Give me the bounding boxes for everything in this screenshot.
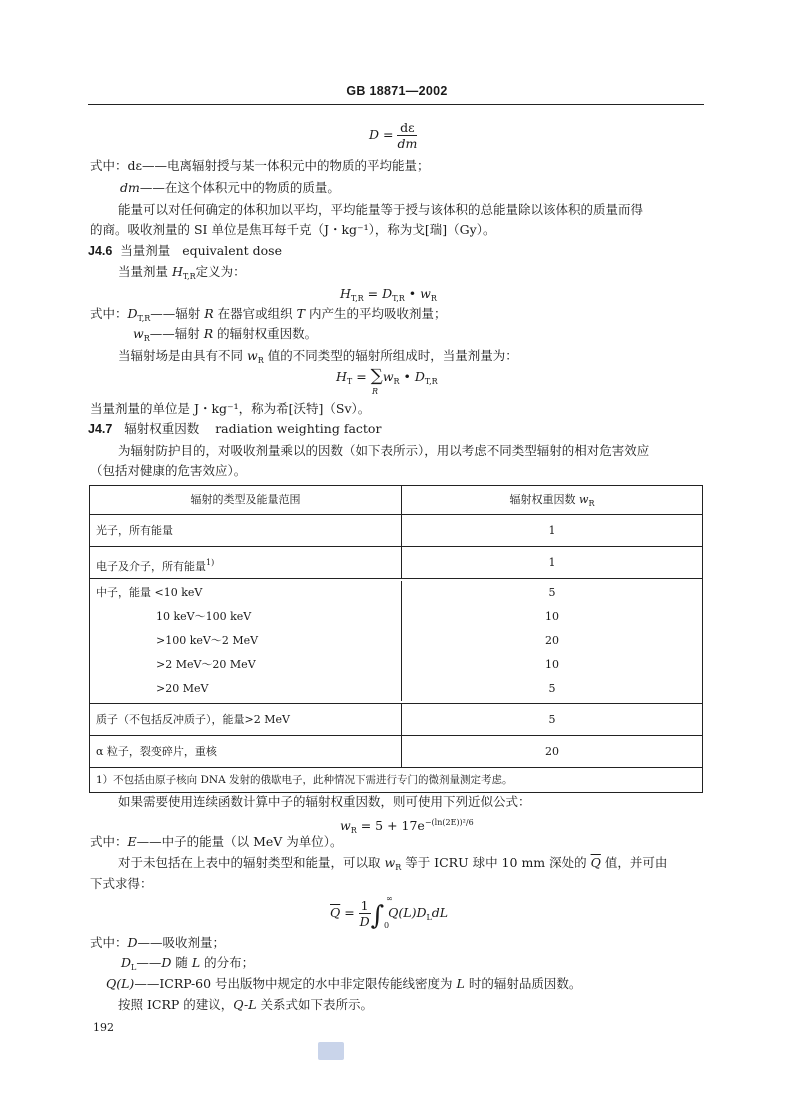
table-subrow — [90, 605, 702, 629]
table-cell: 5 — [548, 682, 556, 695]
paragraph-line: 下式求得： — [90, 876, 153, 891]
running-header: GB 18871—2002 — [346, 84, 448, 98]
table-cell: 20 — [545, 634, 559, 647]
table-cell: 1 — [548, 556, 556, 569]
definition-dm: dm——在这个体积元中的物质的质量。 — [120, 180, 340, 195]
table-header-cell: 辐射权重因数 $w_R$ — [509, 493, 595, 508]
table-row — [90, 736, 702, 768]
definition-e: 式中：E——中子的能量（以 MeV 为单位）。 — [90, 834, 343, 849]
table-cell: α 粒子，裂变碎片，重核 — [90, 736, 402, 767]
table-subrow — [90, 653, 702, 677]
table-cell: >100 keV～2 MeV — [90, 629, 402, 653]
table-cell: 光子，所有能量 — [90, 515, 402, 546]
table-subrow — [90, 629, 702, 653]
definition-d-epsilon: 式中：dε——电离辐射授与某一体积元中的物质的平均能量； — [90, 158, 430, 173]
fraction: $\frac{1}{D}$ — [359, 898, 370, 929]
table-cell: 20 — [545, 745, 559, 758]
formula-absorbed-dose: D = $\frac{d\varepsilon}{dm}$ — [369, 120, 418, 151]
paragraph-line: 当量剂量的单位是 J・kg⁻¹，称为希[沃特]（Sv）。 — [90, 401, 371, 416]
definition-d: 式中：D——吸收剂量； — [90, 935, 226, 950]
fraction: $\frac{d\varepsilon}{dm}$ — [397, 120, 418, 151]
table-cell: 10 keV～100 keV — [90, 605, 402, 629]
table-footnote: 1）不包括由原子核向 DNA 发射的俄歇电子，此种情况下需进行专门的微剂量测定考虑。 — [96, 774, 513, 786]
table-cell: >2 MeV～20 MeV — [90, 653, 402, 677]
formula-neutron-weighting: $w_R = 5 + 17e^{-(ln(2E))^2/6}$ — [340, 818, 474, 835]
paragraph-line: 为辐射防护目的，对吸收剂量乘以的因数（如下表所示），用以考虑不同类型辐射的相对危害效应 — [118, 443, 650, 458]
table-row — [90, 704, 702, 736]
publisher-logo-icon — [318, 1042, 344, 1060]
table-subrow — [90, 581, 702, 605]
table-header-row — [90, 486, 702, 515]
definition-d-tr: 式中：$D_{T,R}——$辐射 R 在器官或组织 T 内产生的平均吸收剂量； — [90, 306, 447, 323]
table-row-neutron-group — [90, 579, 702, 704]
paragraph-line: 当辐射场是由具有不同 $w_R$ 值的不同类型的辐射所组成时，当量剂量为： — [118, 348, 518, 365]
formula-quality-factor: $\overline{Q}$ = $\frac{1}{D}$ ∫ $Q(L)D_LdL$ — [330, 898, 449, 931]
integral-upper-limit: ∞ — [386, 894, 393, 903]
table-cell: 质子（不包括反冲质子），能量>2 MeV — [90, 704, 402, 735]
table-cell: 10 — [545, 658, 559, 671]
table-cell: 电子及介子，所有能量$^{1)}$ — [90, 547, 402, 578]
table-cell: 10 — [545, 610, 559, 623]
radiation-weighting-table — [89, 485, 703, 793]
definition-q-l: Q(L)——ICRP-60 号出版物中规定的水中非定限传能线密度为 L 时的辐射品质因数。 — [106, 976, 582, 991]
table-cell: 5 — [548, 586, 556, 599]
formula-equivalent-dose-sum: $H_T = \sum w_R$ • $D_{T,R}$ — [336, 366, 438, 386]
table-cell: >20 MeV — [90, 677, 402, 701]
formula-equivalent-dose: $H_{T,R} = D_{T,R}$ • $w_R$ — [340, 286, 437, 303]
paragraph-line: 当量剂量 $H_{T,R}$定义为： — [118, 264, 246, 281]
paragraph-line: 按照 ICRP 的建议，Q-L 关系式如下表所示。 — [118, 997, 373, 1012]
header-rule — [88, 104, 704, 105]
paragraph-line: 的商。吸收剂量的 SI 单位是焦耳每千克（J・kg⁻¹），称为戈[瑞]（Gy）。 — [90, 222, 496, 237]
table-cell: 中子，能量 <10 keV — [90, 581, 402, 605]
definition-w-r: $w_R——$辐射 R 的辐射权重因数。 — [133, 326, 318, 343]
table-cell: 1 — [548, 524, 556, 537]
table-header-cell: 辐射的类型及能量范围 — [90, 486, 402, 514]
definition-d-l: $D_L——D$ 随 L 的分布； — [121, 955, 255, 972]
page-number: 192 — [93, 1021, 114, 1034]
table-row — [90, 515, 702, 547]
table-row — [90, 547, 702, 579]
paragraph-line: 如果需要使用连续函数计算中子的辐射权重因数，则可使用下列近似公式： — [118, 794, 531, 809]
paragraph-line: 对于未包括在上表中的辐射类型和能量，可以取 $w_R$ 等于 ICRU 球中 10 mm 深处的 $\overline{Q}$ 值，并可由 — [118, 855, 668, 872]
paragraph-line: 能量可以对任何确定的体积加以平均，平均能量等于授与该体积的总能量除以该体积的质量而得 — [118, 202, 644, 217]
table-cell: 5 — [548, 713, 556, 726]
table-subrow — [90, 677, 702, 701]
integral-lower-limit: 0 — [384, 921, 390, 930]
paragraph-line: （包括对健康的危害效应）。 — [90, 463, 247, 478]
sum-index: R — [372, 387, 379, 396]
section-heading-j4-7: J4.7 辐射权重因数 radiation weighting factor — [88, 421, 382, 436]
section-heading-j4-6: J4.6 当量剂量 equivalent dose — [88, 243, 282, 258]
